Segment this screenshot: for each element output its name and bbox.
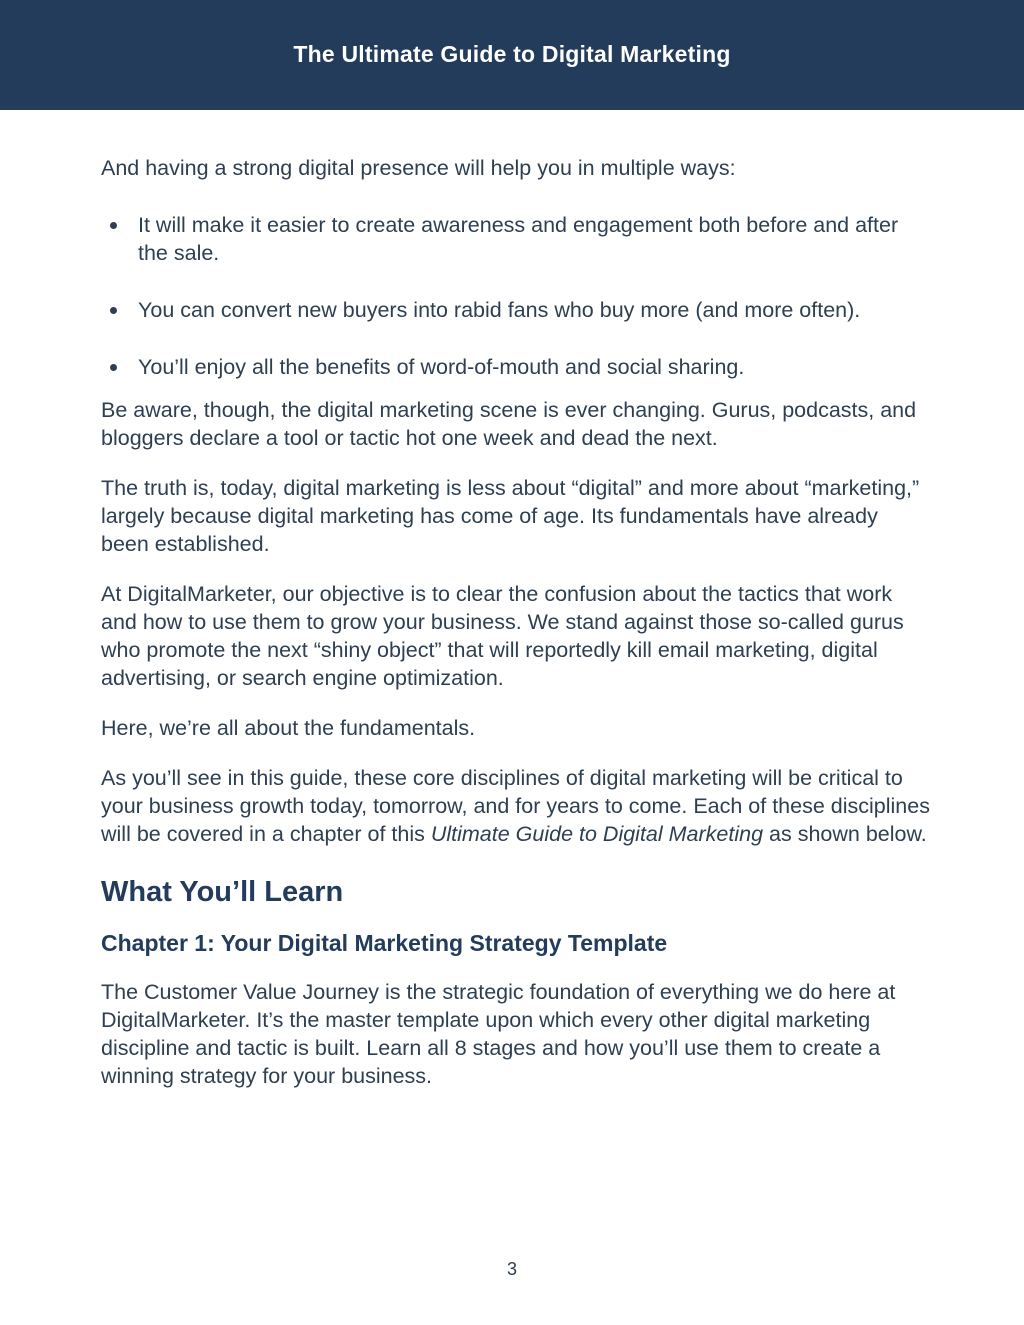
paragraph-guide (101, 764, 931, 848)
benefits-list (101, 211, 931, 381)
guide-text-start: As you’ll see in this guide, these core disciplines of digital marketing will be critical to your business growth today, tomorrow, and for years to come. Each of these disciplines will be covered in a chapter of this (101, 766, 930, 846)
list-item-text: It will make it easier to create awareness and engagement both before and after the sale. (138, 213, 899, 265)
paragraph-fundamentals: Here, we’re all about the fundamentals. (101, 716, 476, 740)
page-number: 3 (506, 1259, 517, 1279)
list-item-text: You’ll enjoy all the benefits of word-of-mouth and social sharing. (138, 355, 745, 379)
main-content (101, 154, 931, 1112)
header-title: The Ultimate Guide to Digital Marketing (293, 40, 731, 67)
chapter-description: The Customer Value Journey is the strategic foundation of everything we do here at DigitalMarketer. It’s the master template upon which every other digital marketing discipline and tactic is built. Learn all 8 stages and how you’ll use them to create a winning strategy for your business. (101, 980, 896, 1088)
bullet-icon (110, 222, 117, 229)
list-item-text: You can convert new buyers into rabid fans who buy more (and more often). (138, 298, 861, 322)
list-item (101, 211, 931, 267)
list-item (101, 296, 931, 324)
guide-title-italic: Ultimate Guide to Digital Marketing (430, 822, 764, 846)
page-header (0, 0, 1024, 110)
section-heading: What You’ll Learn (101, 876, 344, 908)
bullet-icon (110, 307, 117, 314)
bullet-icon (110, 364, 117, 371)
paragraph-objective: At DigitalMarketer, our objective is to clear the confusion about the tactics that work and how to use them to grow your business. We stand against those so-called gurus who promote the next “shiny object” that will reportedly kill email marketing, digital advertising, or search engine optimization. (101, 582, 904, 690)
paragraph-scene: Be aware, though, the digital marketing scene is ever changing. Gurus, podcasts, and bloggers declare a tool or tactic hot one week and dead the next. (101, 398, 917, 450)
paragraph-truth: The truth is, today, digital marketing is less about “digital” and more about “marketing,” largely because digital marketing has come of age. Its fundamentals have already been established. (101, 476, 920, 556)
list-item (101, 353, 931, 381)
intro-paragraph: And having a strong digital presence will help you in multiple ways: (101, 156, 736, 180)
guide-text-end: as shown below. (763, 822, 927, 846)
chapter-title: Chapter 1: Your Digital Marketing Strategy Template (101, 930, 668, 956)
